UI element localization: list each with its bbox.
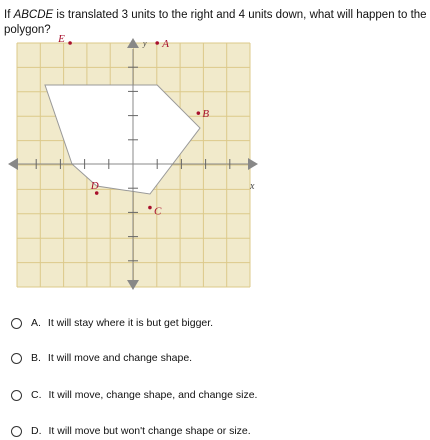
point-label-e: E bbox=[58, 35, 65, 45]
x-axis-label: x bbox=[250, 181, 255, 192]
radio-button[interactable] bbox=[11, 390, 22, 401]
question-text: If ABCDE is translated 3 units to the right and 4 units down, what will happen to the polygon? bbox=[4, 9, 427, 36]
choice-text: It will move and change shape. bbox=[47, 352, 193, 364]
radio-button[interactable] bbox=[11, 426, 22, 437]
choice-letter: B. bbox=[31, 352, 41, 364]
radio-button[interactable] bbox=[11, 318, 22, 329]
choice-c[interactable] bbox=[11, 387, 257, 403]
choice-a[interactable] bbox=[11, 315, 213, 331]
point-label-b: B bbox=[202, 108, 210, 121]
choice-b[interactable] bbox=[11, 350, 192, 366]
point-a bbox=[155, 41, 159, 45]
point-c bbox=[148, 206, 152, 210]
coordinate-graph bbox=[0, 35, 270, 295]
choice-letter: A. bbox=[31, 317, 41, 329]
choice-letter: D. bbox=[31, 425, 42, 437]
choice-letter: C. bbox=[31, 389, 42, 401]
choice-text: It will stay where it is but get bigger. bbox=[47, 317, 214, 329]
radio-button[interactable] bbox=[11, 353, 22, 364]
choice-d[interactable] bbox=[11, 423, 251, 439]
point-e bbox=[68, 41, 72, 45]
choice-text: It will move, change shape, and change size. bbox=[48, 389, 258, 401]
x-axis-arrow-right bbox=[248, 158, 258, 170]
choice-text: It will move but won't change shape or size. bbox=[48, 425, 251, 437]
point-b bbox=[197, 111, 201, 115]
y-axis-label: y bbox=[143, 39, 147, 48]
x-axis-arrow-left bbox=[8, 158, 18, 170]
point-label-d: D bbox=[90, 180, 99, 193]
point-label-a: A bbox=[162, 38, 169, 50]
point-label-c: C bbox=[153, 205, 162, 218]
